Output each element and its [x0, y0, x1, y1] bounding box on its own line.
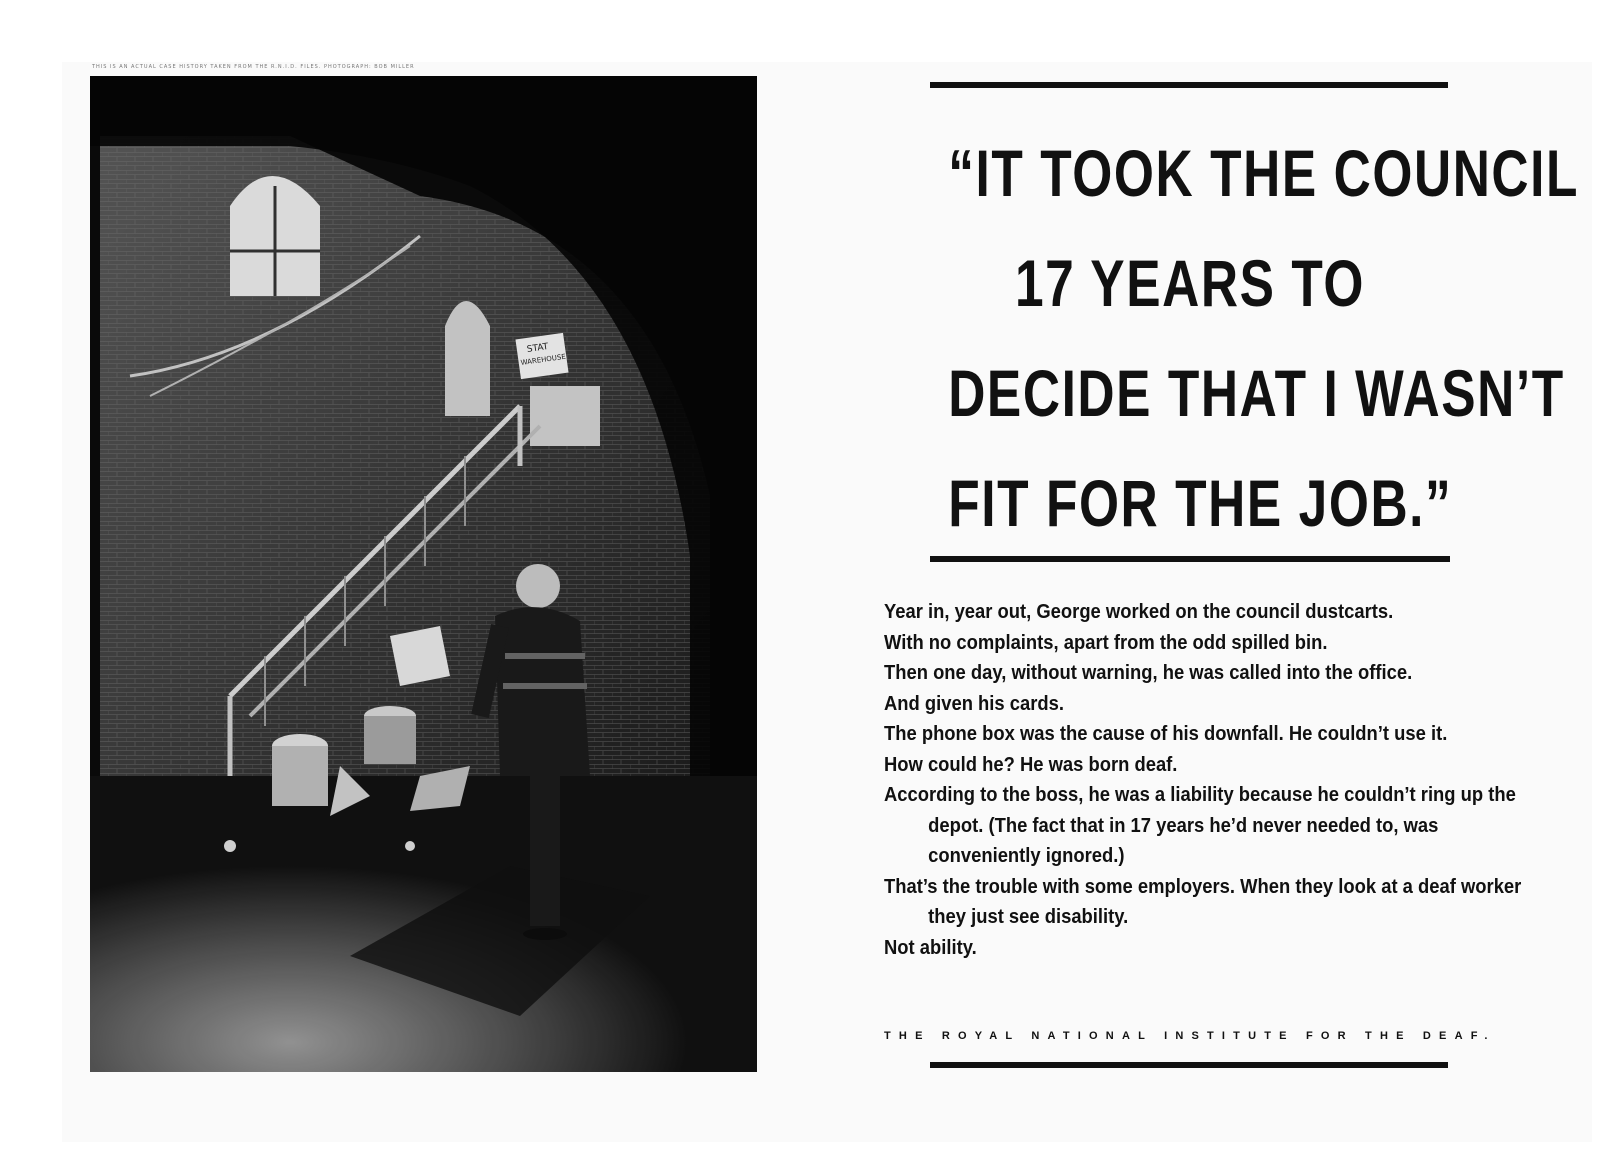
organisation-signature: THE ROYAL NATIONAL INSTITUTE FOR THE DEAF. — [884, 1030, 1496, 1042]
headline-line-4: FIT FOR THE JOB.” — [948, 466, 1453, 540]
bottom-rule — [930, 1062, 1448, 1068]
body-paragraph: With no complaints, apart from the odd spilled bin. — [884, 631, 1328, 654]
body-paragraph: Not ability. — [884, 936, 977, 959]
body-paragraph: How could he? He was born deaf. — [884, 753, 1178, 776]
photograph — [90, 76, 757, 1072]
body-paragraph: That’s the trouble with some employers. When they look at a deaf worker they just see disability. — [884, 875, 1522, 928]
sign-text-1: STAT — [526, 342, 549, 355]
body-paragraph: Year in, year out, George worked on the council dustcarts. — [884, 601, 1394, 623]
body-paragraph: According to the boss, he was a liability because he couldn’t ring up the depot. (The fact that in 17 years he’d never needed to, was conveniently ignored.) — [884, 784, 1516, 867]
body-copy — [884, 597, 1524, 963]
headline — [948, 118, 1580, 558]
sign-text-2: WAREHOUSE — [520, 352, 567, 367]
middle-rule — [930, 556, 1450, 562]
headline-line-3: DECIDE THAT I WASN’T — [948, 356, 1565, 430]
top-rule — [930, 82, 1448, 88]
headline-line-1: “IT TOOK THE COUNCIL — [948, 136, 1580, 210]
body-paragraph: And given his cards. — [884, 692, 1064, 715]
headline-line-2: 17 YEARS TO — [1014, 246, 1366, 320]
photo-credit-caption: THIS IS AN ACTUAL CASE HISTORY TAKEN FROM THE R.N.I.D. FILES. PHOTOGRAPH: BOB MILLER — [92, 64, 415, 70]
body-paragraph: Then one day, without warning, he was called into the office. — [884, 662, 1413, 684]
body-paragraph: The phone box was the cause of his downfall. He couldn’t use it. — [884, 723, 1448, 745]
